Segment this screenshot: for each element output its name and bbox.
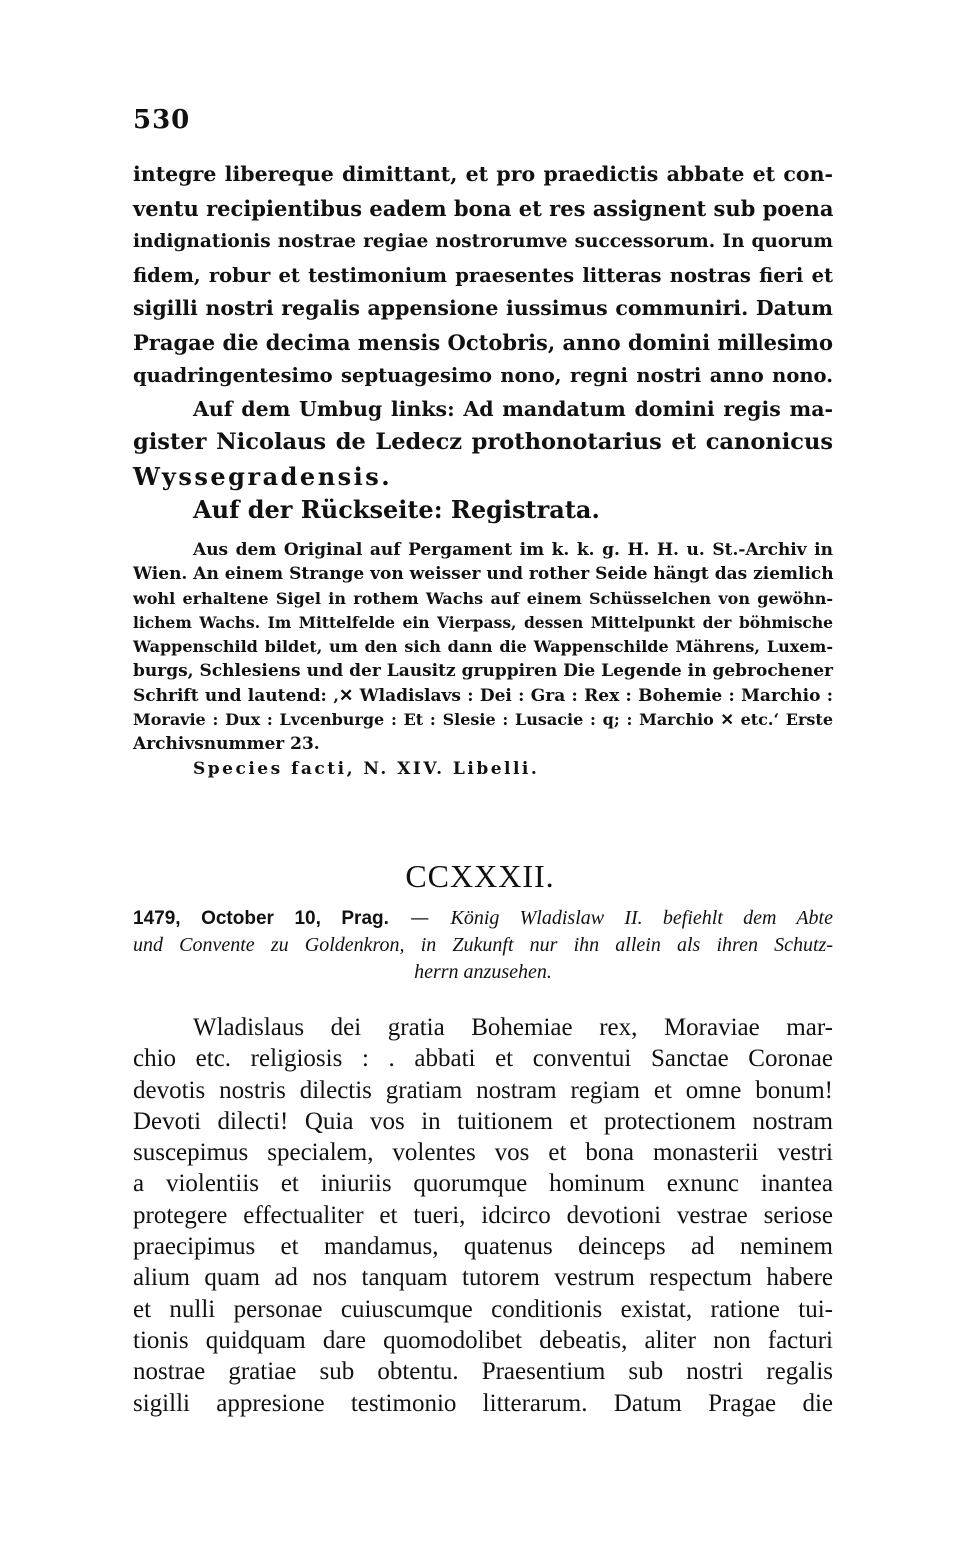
heading-line: herrn anzusehen.: [414, 961, 552, 983]
note-line: lichem Wachs. Im Mittelfelde ein Vierpass, dessen Mittelpunkt der böhmische: [133, 612, 833, 632]
note-line: wohl erhaltene Sigel in rothem Wachs auf einem Schüsselchen von gewöhn-: [133, 588, 833, 608]
heading-summary: König Wladislaw II. befiehlt dem Abte: [450, 907, 833, 929]
text-line: fidem, robur et testimonium praesentes litteras nostras fieri et: [133, 263, 833, 287]
text-line: sigilli nostri regalis appensione iussimus communiri. Datum: [133, 296, 833, 320]
page-number: 530: [133, 105, 191, 135]
note-line: Schrift und lautend: ‚✕ Wladislavs : Dei : Gra : Rex : Bohemie : Marchio :: [133, 685, 833, 706]
note-line: Aus dem Original auf Pergament im k. k. g. H. H. u. St.-Archiv in: [193, 540, 833, 560]
text-line: integre libereque dimittant, et pro praedictis abbate et con-: [133, 162, 833, 186]
section-number: CCXXXII.: [405, 858, 555, 894]
text-line: indignationis nostrae regiae nostrorumve successorum. In quorum: [133, 231, 833, 252]
note-line: Moravie : Dux : Lvcenburge : Et : Slesie : Lusacie : q; : Marchio ✕ etc.‘ Erste: [133, 710, 833, 730]
text-line: sigilli appresione testimonio litterarum. Datum Pragae die: [133, 1389, 833, 1417]
text-line: alium quam ad nos tanquam tutorem vestrum respectum habere: [133, 1264, 833, 1292]
charter-continuation: [133, 158, 833, 527]
text-line: protegere effectualiter et tueri, idcirco devotioni vestrae seriose: [133, 1201, 833, 1229]
text-line: nostrae gratiae sub obtentu. Praesentium sub nostri regalis: [133, 1358, 833, 1386]
heading-date: 1479, October 10, Prag.: [133, 908, 389, 929]
text-line: Auf der Rückseite: Registrata.: [193, 495, 600, 524]
note-line: burgs, Schlesiens und der Lausitz gruppiren Die Legende in gebrochener: [133, 661, 833, 682]
note-line: Wien. An einem Strange von weisser und rother Seide hängt das ziemlich: [133, 564, 834, 585]
note-line: Wappenschild bildet, um den sich dann die Wappenschilde Mährens, Luxem-: [133, 637, 833, 657]
text-line: quadringentesimo septuagesimo nono, regni nostri anno nono.: [133, 364, 833, 387]
text-line: Wladislaus dei gratia Bohemiae rex, Moraviae mar-: [193, 1014, 833, 1041]
text-line: Devoti dilecti! Quia vos in tuitionem et protectionem nostram: [133, 1107, 833, 1135]
text-line: a violentiis et iniuriis quorumque hominum exnunc inantea: [133, 1170, 833, 1198]
heading-line: und Convente zu Goldenkron, in Zukunft nur ihn allein als ihren Schutz-: [133, 934, 833, 956]
source-notes: [133, 538, 833, 781]
text-line: tionis quidquam dare quomodolibet debeatis, aliter non facturi: [133, 1326, 833, 1354]
note-line: Species facti, N. XIV. Libelli.: [193, 758, 540, 779]
note-line: Archivsnummer 23.: [133, 734, 320, 755]
text-line: chio etc. religiosis : . abbati et conventui Sanctae Coronae: [133, 1045, 833, 1073]
text-line: et nulli personae cuiuscumque conditionis existat, ratione tui-: [133, 1295, 833, 1323]
text-line: Pragae die decima mensis Octobris, anno domini millesimo: [133, 329, 833, 355]
heading-dash: —: [410, 907, 430, 929]
text-line: suscepimus specialem, volentes vos et bona monasterii vestri: [133, 1139, 833, 1167]
text-line: ventu recipientibus eadem bona et res assignent sub poena: [133, 195, 834, 221]
text-line: devotis nostris dilectis gratiam nostram regiam et omne bonum!: [133, 1076, 833, 1104]
text-line: Auf dem Umbug links: Ad mandatum domini regis ma-: [193, 396, 833, 421]
text-line: gister Nicolaus de Ledecz prothonotarius et canonicus: [133, 429, 833, 455]
text-line: praecipimus et mandamus, quatenus deinceps ad neminem: [133, 1233, 833, 1261]
charter-heading: [133, 905, 833, 986]
charter-text: [133, 1012, 833, 1419]
heading-line: [133, 905, 833, 932]
text-line: Wyssegradensis.: [133, 461, 393, 491]
